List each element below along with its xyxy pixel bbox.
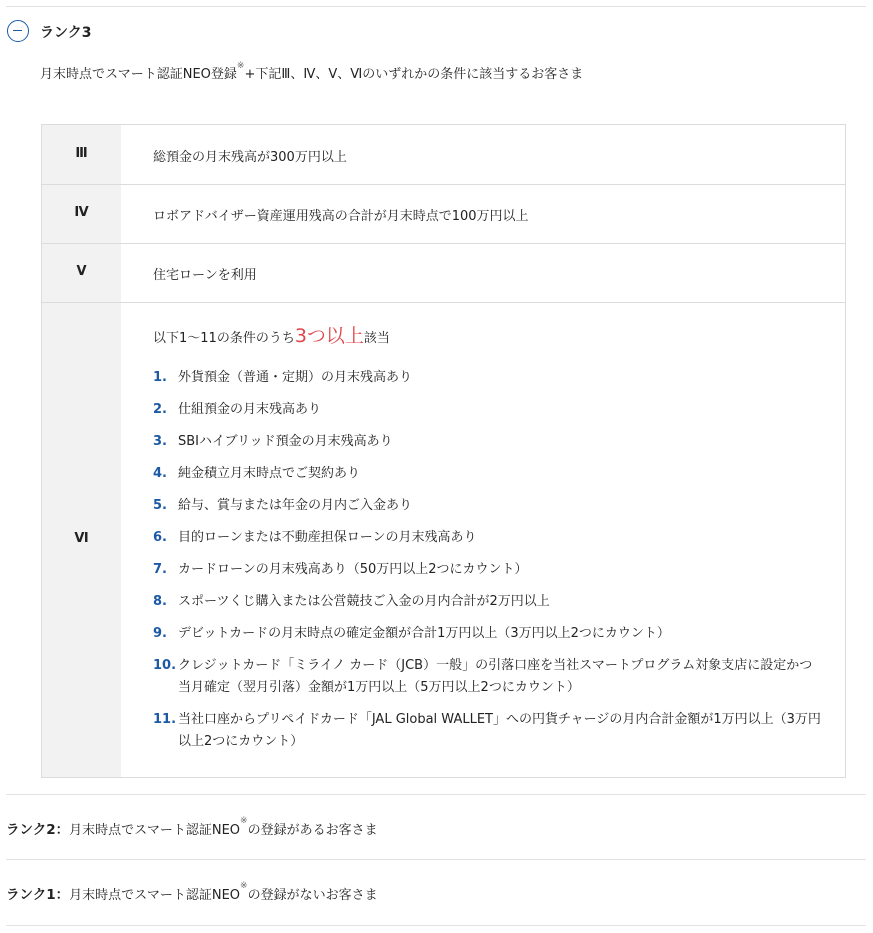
section-divider bbox=[6, 859, 866, 860]
cond-head-before: 以下1～11の条件のうち bbox=[153, 331, 295, 346]
row-text: ロボアドバイザー資産運用残高の合計が月末時点で100万円以上 bbox=[153, 209, 529, 224]
item-text: 仕組預金の月末残高あり bbox=[178, 402, 322, 417]
item-text: 純金積立月末時点でご契約あり bbox=[178, 466, 361, 481]
item-number: 4. bbox=[153, 466, 167, 481]
item-text: 外貨預金（普通・定期）の月末残高あり bbox=[178, 370, 413, 385]
item-text: クレジットカード「ミライノ カード（JCB）一般」の引落口座を当社スマートプログラム対象支店に設定かつ当月確定（翌月引落）金額が1万円以上（5万円以上2つにカウント） bbox=[178, 658, 813, 695]
row-text: 住宅ローンを利用 bbox=[153, 268, 257, 283]
cond-head-highlight: 3つ以上 bbox=[294, 325, 364, 347]
item-text: SBIハイブリッド預金の月末残高あり bbox=[178, 434, 393, 449]
item-text: 給与、賞与または年金の月内ご入金あり bbox=[178, 498, 413, 513]
item-text: カードローンの月末残高あり（50万円以上2つにカウント） bbox=[178, 562, 528, 577]
item-number: 6. bbox=[153, 530, 167, 545]
rank2-row bbox=[6, 818, 378, 838]
list-item bbox=[153, 399, 823, 421]
item-text: スポーツくじ購入または公営競技ご入金の月内合計が2万円以上 bbox=[178, 594, 550, 609]
list-item bbox=[153, 367, 823, 389]
rank2-text-before: 月末時点でスマート認証NEO bbox=[69, 823, 241, 838]
rank2-label: ランク2： bbox=[6, 822, 70, 838]
intro-note-mark: ※ bbox=[236, 61, 245, 71]
list-item bbox=[153, 559, 823, 581]
row-numeral: Ⅳ bbox=[74, 205, 89, 220]
item-number: 3. bbox=[153, 434, 167, 449]
list-item bbox=[153, 709, 823, 753]
top-divider bbox=[6, 6, 866, 7]
rank1-text-after: の登録がないお客さま bbox=[247, 888, 378, 903]
intro-text-after: +下記Ⅲ、Ⅳ、Ⅴ、Ⅵのいずれかの条件に該当するお客さま bbox=[244, 67, 584, 82]
rank1-row bbox=[6, 883, 378, 903]
list-item bbox=[153, 527, 823, 549]
condition-list bbox=[153, 367, 823, 763]
item-text: 当社口座からプリペイドカード「JAL Global WALLET」への円貨チャージの月内合計金額が1万円以上（3万円以上2つにカウント） bbox=[178, 712, 821, 749]
rank1-label: ランク1： bbox=[6, 887, 70, 903]
item-number: 5. bbox=[153, 498, 167, 513]
item-number: 1. bbox=[153, 370, 167, 385]
rank3-title[interactable]: ランク3 bbox=[40, 25, 92, 41]
section-divider bbox=[6, 794, 866, 795]
item-number: 10. bbox=[153, 658, 177, 673]
rank1-note-mark: ※ bbox=[240, 881, 248, 891]
cond-head-after: 該当 bbox=[363, 331, 390, 346]
item-number: 11. bbox=[153, 712, 177, 727]
conditions-table bbox=[41, 124, 846, 778]
bottom-divider bbox=[6, 925, 866, 926]
list-item bbox=[153, 655, 823, 699]
row-numeral: Ⅲ bbox=[75, 146, 88, 161]
rank2-text-after: の登録があるお客さま bbox=[247, 823, 378, 838]
vi-condition-heading bbox=[153, 321, 390, 348]
rank3-intro bbox=[40, 63, 583, 82]
item-text: 目的ローンまたは不動産担保ローンの月末残高あり bbox=[178, 530, 477, 545]
row-numeral: Ⅵ bbox=[74, 531, 89, 546]
intro-text-before: 月末時点でスマート認証NEO登録 bbox=[40, 67, 237, 82]
item-number: 7. bbox=[153, 562, 167, 577]
list-item bbox=[153, 431, 823, 453]
rank1-text-before: 月末時点でスマート認証NEO bbox=[69, 888, 241, 903]
item-number: 8. bbox=[153, 594, 167, 609]
list-item bbox=[153, 495, 823, 517]
item-number: 9. bbox=[153, 626, 167, 641]
rank2-note-mark: ※ bbox=[240, 816, 248, 826]
table-row-v bbox=[42, 243, 845, 302]
list-item bbox=[153, 463, 823, 485]
row-numeral: Ⅴ bbox=[76, 264, 87, 279]
item-number: 2. bbox=[153, 402, 167, 417]
item-text: デビットカードの月末時点の確定金額が合計1万円以上（3万円以上2つにカウント） bbox=[178, 626, 670, 641]
row-text: 総預金の月末残高が300万円以上 bbox=[153, 150, 347, 165]
list-item bbox=[153, 623, 823, 645]
table-row-iii bbox=[42, 125, 845, 184]
collapse-minus-icon[interactable] bbox=[7, 20, 29, 42]
table-row-iv bbox=[42, 184, 845, 243]
list-item bbox=[153, 591, 823, 613]
